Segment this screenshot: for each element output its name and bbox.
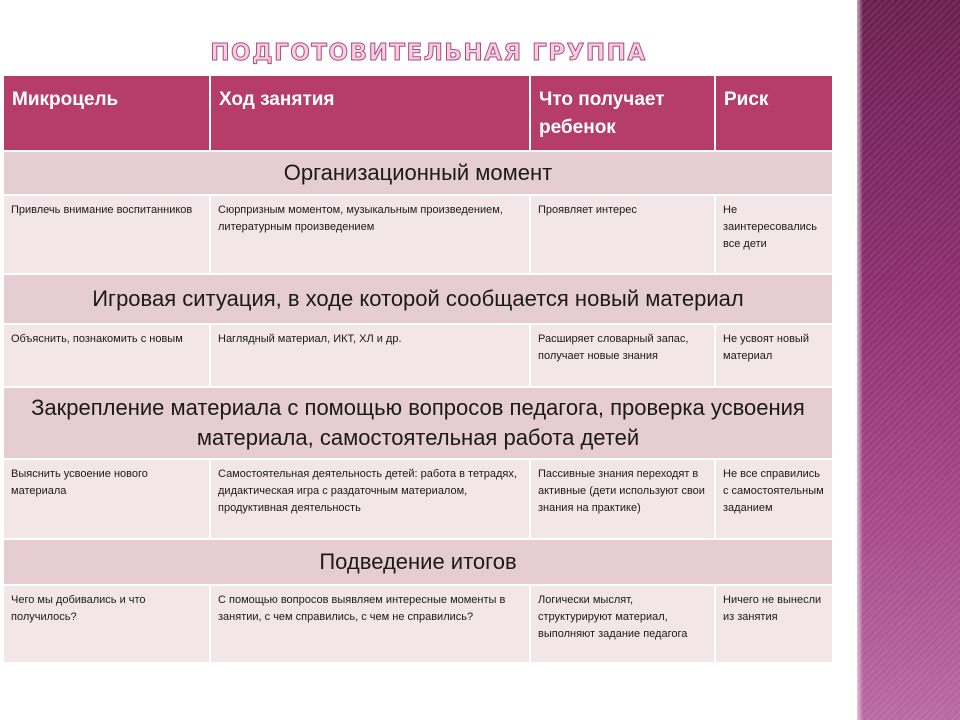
decorative-side-stripe bbox=[857, 0, 960, 720]
cell-microgoal: Привлечь внимание воспитанников bbox=[3, 195, 210, 274]
table-row bbox=[3, 324, 833, 387]
section-title: Игровая ситуация, в ходе которой сообщается новый материал bbox=[3, 274, 833, 324]
cell-risk: Не усвоят новый материал bbox=[715, 324, 833, 387]
cell-child-gets: Расширяет словарный запас, получает новые знания bbox=[530, 324, 715, 387]
cell-lesson-course: Сюрпризным моментом, музыкальным произведением, литературным произведением bbox=[210, 195, 530, 274]
section-row bbox=[3, 387, 833, 459]
cell-microgoal: Чего мы добивались и что получилось? bbox=[3, 585, 210, 663]
cell-risk: Ничего не вынесли из занятия bbox=[715, 585, 833, 663]
section-row bbox=[3, 539, 833, 585]
section-row bbox=[3, 151, 833, 195]
page-title: ПОДГОТОВИТЕЛЬНАЯ ГРУППА bbox=[210, 40, 647, 66]
section-title: Закрепление материала с помощью вопросов педагога, проверка усвоения материала, самостоятельная работа детей bbox=[3, 387, 833, 459]
header-child-gets: Что получает ребенок bbox=[530, 75, 715, 151]
section-title: Подведение итогов bbox=[3, 539, 833, 585]
header-risk: Риск bbox=[715, 75, 833, 151]
cell-lesson-course: С помощью вопросов выявляем интересные моменты в занятии, с чем справились, с чем не справились? bbox=[210, 585, 530, 663]
table-row bbox=[3, 195, 833, 274]
header-lesson-course: Ход занятия bbox=[210, 75, 530, 151]
table-row bbox=[3, 459, 833, 539]
lesson-plan-table bbox=[2, 74, 834, 664]
cell-microgoal: Выяснить усвоение нового материала bbox=[3, 459, 210, 539]
table-header-row bbox=[3, 75, 833, 151]
cell-child-gets: Логически мыслят, структурируют материал, выполняют задание педагога bbox=[530, 585, 715, 663]
cell-risk: Не все справились с самостоятельным заданием bbox=[715, 459, 833, 539]
table-row bbox=[3, 585, 833, 663]
cell-lesson-course: Самостоятельная деятельность детей: работа в тетрадях, дидактическая игра с раздаточным материалом, продуктивная деятельность bbox=[210, 459, 530, 539]
header-microgoal: Микроцель bbox=[3, 75, 210, 151]
section-row bbox=[3, 274, 833, 324]
cell-child-gets: Проявляет интерес bbox=[530, 195, 715, 274]
cell-child-gets: Пассивные знания переходят в активные (дети используют свои знания на практике) bbox=[530, 459, 715, 539]
cell-lesson-course: Наглядный материал, ИКТ, ХЛ и др. bbox=[210, 324, 530, 387]
cell-microgoal: Объяснить, познакомить с новым bbox=[3, 324, 210, 387]
cell-risk: Не заинтересовались все дети bbox=[715, 195, 833, 274]
section-title: Организационный момент bbox=[3, 151, 833, 195]
